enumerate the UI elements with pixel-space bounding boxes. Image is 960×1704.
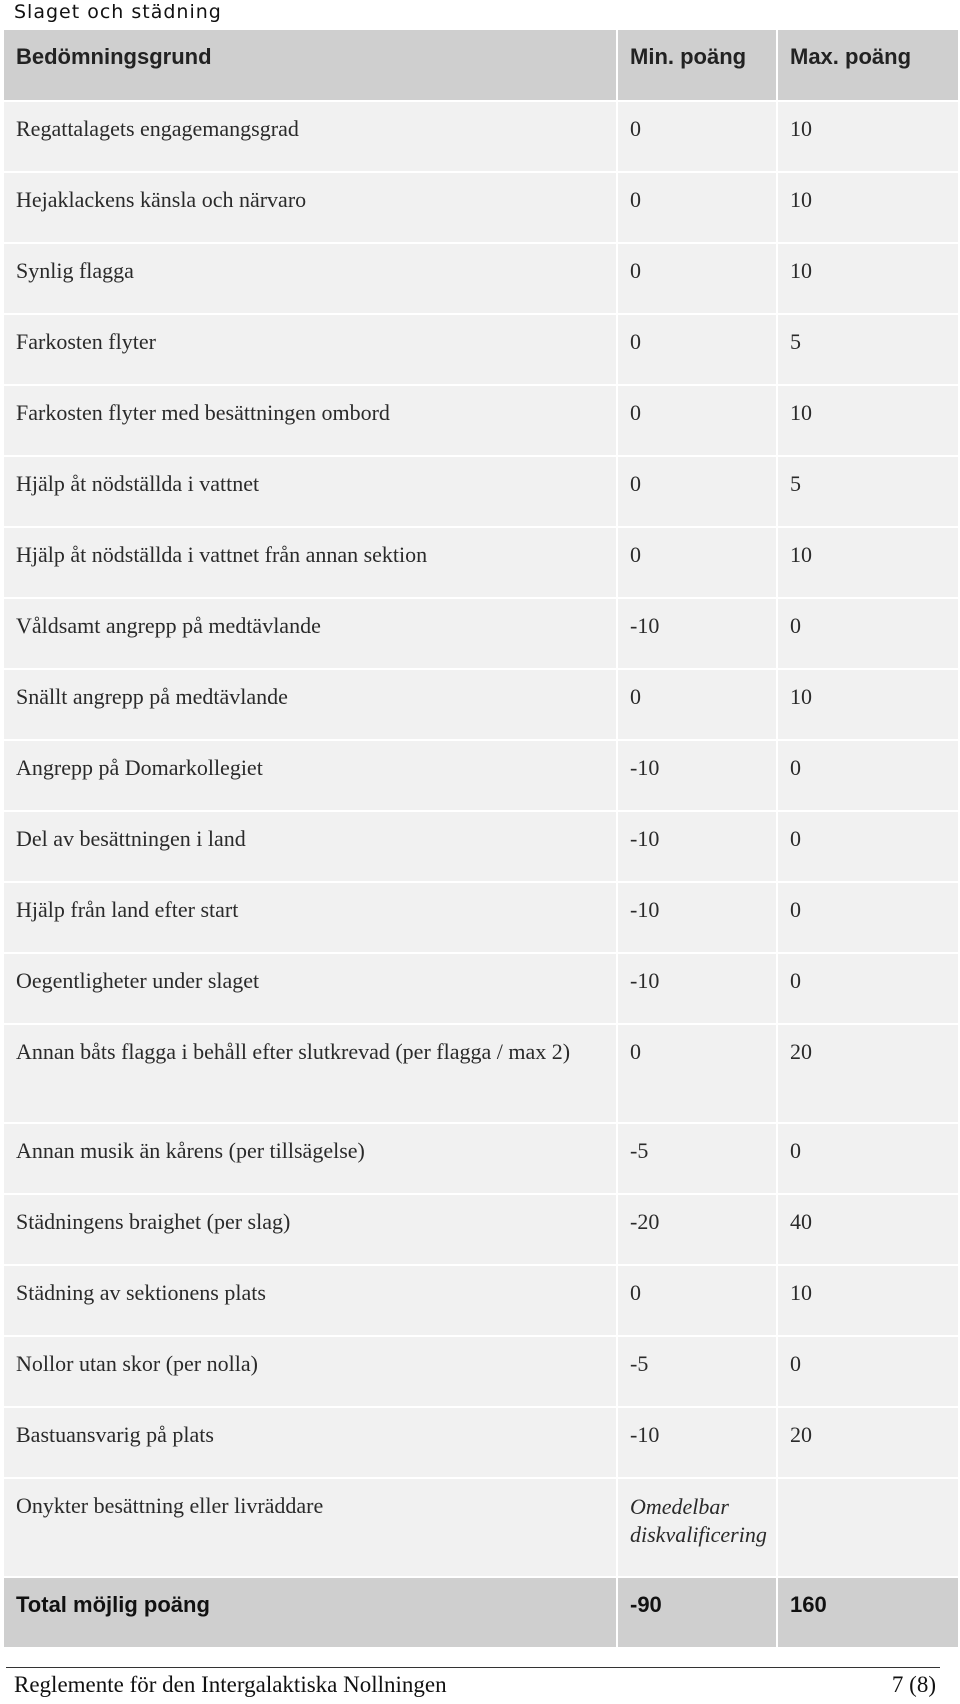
- min-points-cell: 0: [617, 669, 777, 740]
- min-points-cell: 0: [617, 456, 777, 527]
- min-points-cell: 0: [617, 1265, 777, 1336]
- table-row: [3, 172, 959, 243]
- max-points-cell: 20: [777, 1407, 959, 1478]
- max-points-cell: 0: [777, 1336, 959, 1407]
- min-points-cell: 0: [617, 1024, 777, 1123]
- footer-page-number: 7 (8): [891, 1672, 936, 1697]
- table-row: [3, 314, 959, 385]
- min-points-cell: -10: [617, 953, 777, 1024]
- max-points-cell: 10: [777, 385, 959, 456]
- criterion-cell: Hjälp från land efter start: [3, 882, 617, 953]
- max-points-cell: 10: [777, 527, 959, 598]
- max-points-cell: 10: [777, 1265, 959, 1336]
- criterion-cell: Regattalagets engagemangsgrad: [3, 101, 617, 172]
- max-points-cell: 0: [777, 1123, 959, 1194]
- criterion-cell: Synlig flagga: [3, 243, 617, 314]
- min-points-cell: Omedelbar diskvalificering: [617, 1478, 777, 1577]
- table-row: [3, 953, 959, 1024]
- min-points-cell: -10: [617, 598, 777, 669]
- max-points-cell: 5: [777, 456, 959, 527]
- max-points-cell: 10: [777, 669, 959, 740]
- criterion-cell: Annan båts flagga i behåll efter slutkrevad (per flagga / max 2): [3, 1024, 617, 1123]
- max-points-cell: 0: [777, 598, 959, 669]
- criterion-cell: Onykter besättning eller livräddare: [3, 1478, 617, 1577]
- table-row: [3, 527, 959, 598]
- column-header: Min. poäng: [617, 29, 777, 101]
- max-points-cell: 20: [777, 1024, 959, 1123]
- table-row: [3, 101, 959, 172]
- max-points-cell: 10: [777, 243, 959, 314]
- table-header-row: [3, 29, 959, 101]
- min-points-cell: -10: [617, 811, 777, 882]
- criterion-cell: Angrepp på Domarkollegiet: [3, 740, 617, 811]
- max-points-cell: 0: [777, 953, 959, 1024]
- criterion-cell: Hjälp åt nödställda i vattnet: [3, 456, 617, 527]
- table-row: [3, 1407, 959, 1478]
- table-row: [3, 1265, 959, 1336]
- min-points-cell: -10: [617, 740, 777, 811]
- min-points-cell: 0: [617, 101, 777, 172]
- table-row: [3, 243, 959, 314]
- total-min: -90: [617, 1577, 777, 1648]
- table-row: [3, 882, 959, 953]
- total-label: Total möjlig poäng: [3, 1577, 617, 1648]
- min-points-cell: 0: [617, 172, 777, 243]
- criterion-cell: Annan musik än kårens (per tillsägelse): [3, 1123, 617, 1194]
- table-row: [3, 1024, 959, 1123]
- page-title: Slaget och städning: [14, 1, 222, 23]
- min-points-cell: -5: [617, 1123, 777, 1194]
- min-points-cell: -10: [617, 1407, 777, 1478]
- column-header: Max. poäng: [777, 29, 959, 101]
- table-row: [3, 1336, 959, 1407]
- min-points-cell: 0: [617, 314, 777, 385]
- max-points-cell: 0: [777, 882, 959, 953]
- max-points-cell: 0: [777, 740, 959, 811]
- table-row: [3, 385, 959, 456]
- score-table: [2, 28, 960, 1649]
- criterion-cell: Nollor utan skor (per nolla): [3, 1336, 617, 1407]
- criterion-cell: Farkosten flyter med besättningen ombord: [3, 385, 617, 456]
- table-row: [3, 1478, 959, 1577]
- criterion-cell: Städning av sektionens plats: [3, 1265, 617, 1336]
- table-row: [3, 456, 959, 527]
- max-points-cell: 10: [777, 101, 959, 172]
- max-points-cell: 10: [777, 172, 959, 243]
- max-points-cell: 5: [777, 314, 959, 385]
- min-points-cell: 0: [617, 527, 777, 598]
- criterion-cell: Hjälp åt nödställda i vattnet från annan sektion: [3, 527, 617, 598]
- column-header: Bedömningsgrund: [3, 29, 617, 101]
- min-points-cell: -10: [617, 882, 777, 953]
- min-points-cell: -5: [617, 1336, 777, 1407]
- criterion-cell: Bastuansvarig på plats: [3, 1407, 617, 1478]
- criterion-cell: Städningens braighet (per slag): [3, 1194, 617, 1265]
- total-row: [3, 1577, 959, 1648]
- criterion-cell: Snällt angrepp på medtävlande: [3, 669, 617, 740]
- table-row: [3, 669, 959, 740]
- table-row: [3, 811, 959, 882]
- criterion-cell: Del av besättningen i land: [3, 811, 617, 882]
- footer-document-title: Reglemente för den Intergalaktiska Nollningen: [14, 1672, 447, 1697]
- table-row: [3, 740, 959, 811]
- max-points-cell: [777, 1478, 959, 1577]
- min-points-cell: 0: [617, 385, 777, 456]
- criterion-cell: Våldsamt angrepp på medtävlande: [3, 598, 617, 669]
- max-points-cell: 0: [777, 811, 959, 882]
- footer-divider: [6, 1667, 940, 1668]
- criterion-cell: Farkosten flyter: [3, 314, 617, 385]
- min-points-cell: 0: [617, 243, 777, 314]
- total-max: 160: [777, 1577, 959, 1648]
- table-row: [3, 598, 959, 669]
- table-row: [3, 1123, 959, 1194]
- table-row: [3, 1194, 959, 1265]
- criterion-cell: Hejaklackens känsla och närvaro: [3, 172, 617, 243]
- criterion-cell: Oegentligheter under slaget: [3, 953, 617, 1024]
- min-points-cell: -20: [617, 1194, 777, 1265]
- max-points-cell: 40: [777, 1194, 959, 1265]
